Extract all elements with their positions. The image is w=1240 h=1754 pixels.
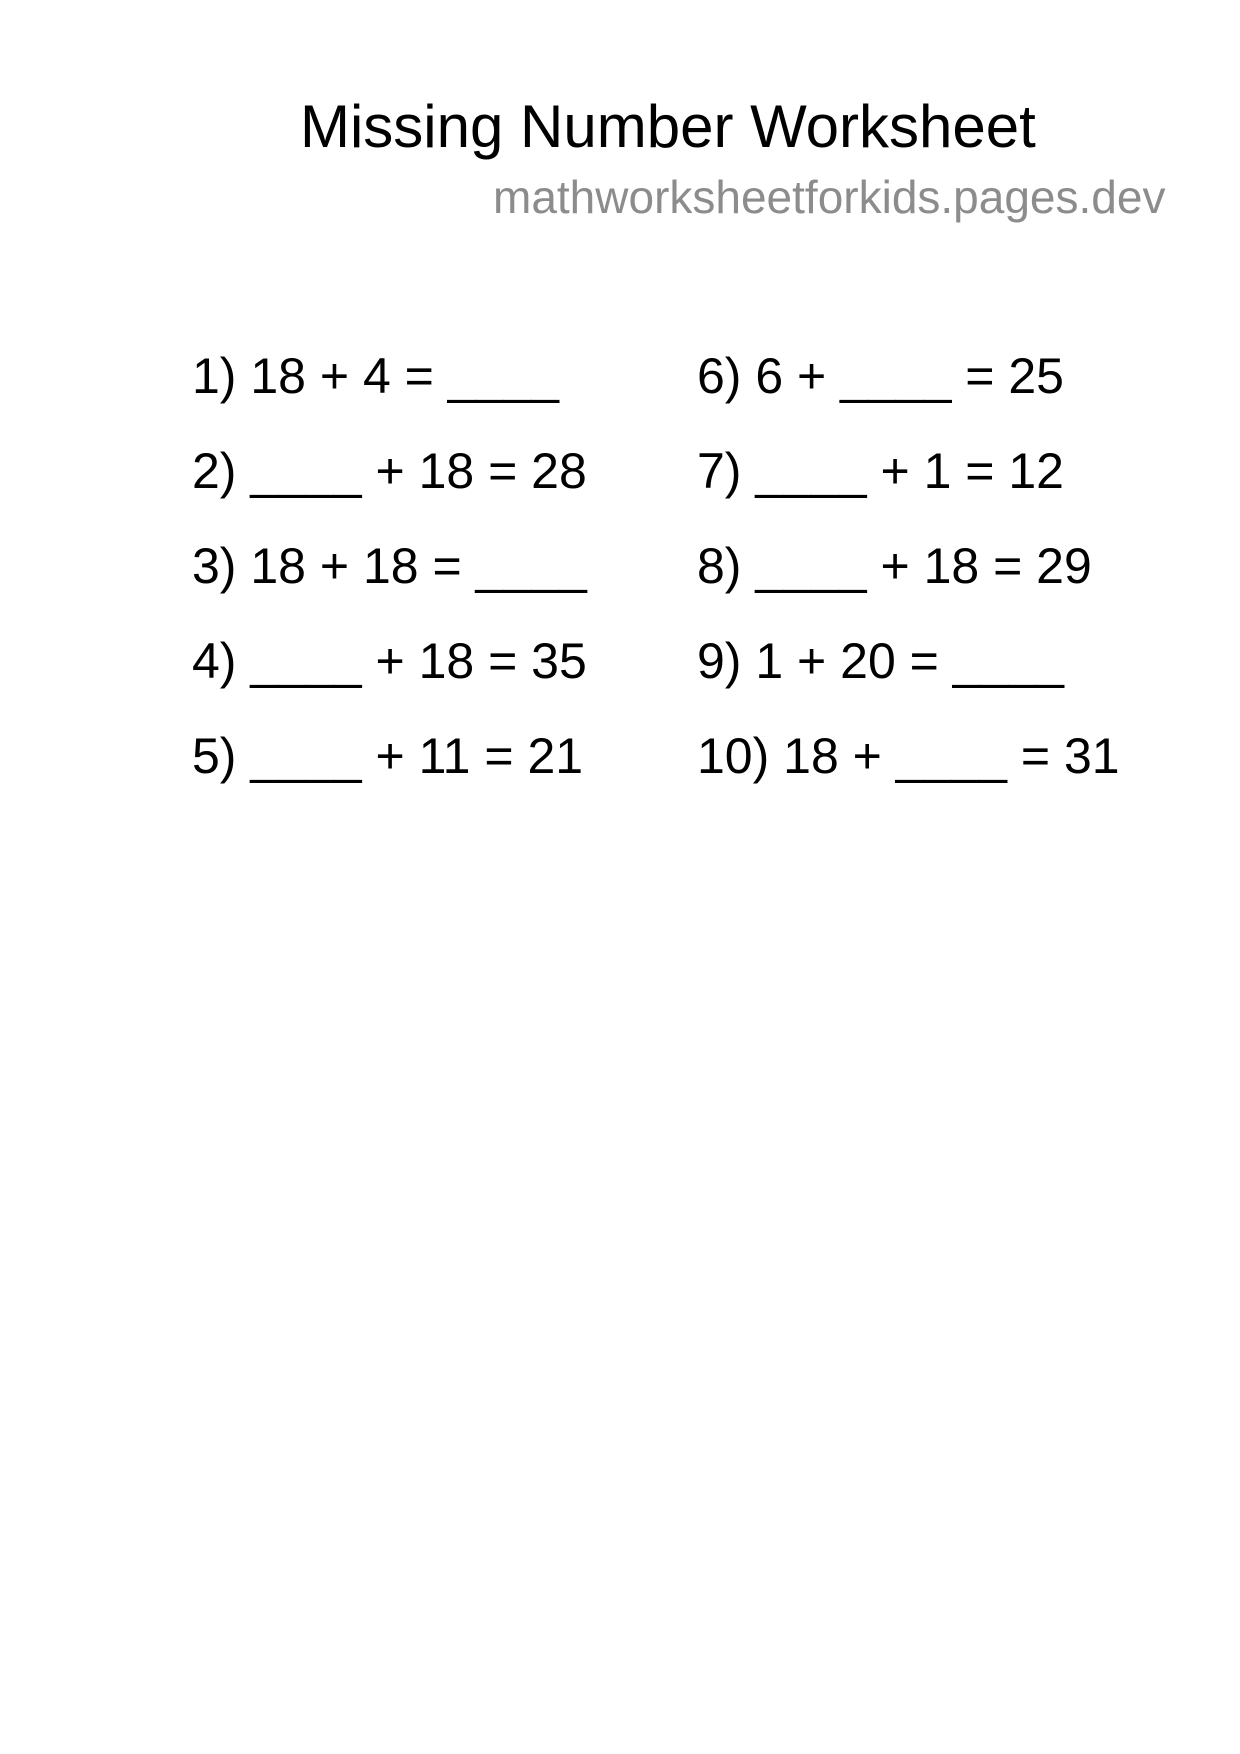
problem-row-6: 6) 6 + ____ = 25 bbox=[697, 348, 1064, 404]
problem-row-9: 9) 1 + 20 = ____ bbox=[697, 633, 1064, 689]
problem-row-2: 2) ____ + 18 = 28 bbox=[192, 443, 587, 499]
problems-column-right bbox=[697, 329, 1120, 804]
site-url-subtitle: mathworksheetforkids.pages.dev bbox=[493, 171, 1166, 223]
problem-row-4: 4) ____ + 18 = 35 bbox=[192, 633, 587, 689]
problem-row-10: 10) 18 + ____ = 31 bbox=[697, 728, 1120, 784]
problem-row-7: 7) ____ + 1 = 12 bbox=[697, 443, 1064, 499]
problem-row-3: 3) 18 + 18 = ____ bbox=[192, 538, 587, 594]
problem-row-1: 1) 18 + 4 = ____ bbox=[192, 348, 559, 404]
problems-column-left bbox=[192, 329, 587, 804]
problem-row-5: 5) ____ + 11 = 21 bbox=[192, 728, 584, 784]
page-title: Missing Number Worksheet bbox=[300, 93, 1036, 160]
problem-row-8: 8) ____ + 18 = 29 bbox=[697, 538, 1092, 594]
